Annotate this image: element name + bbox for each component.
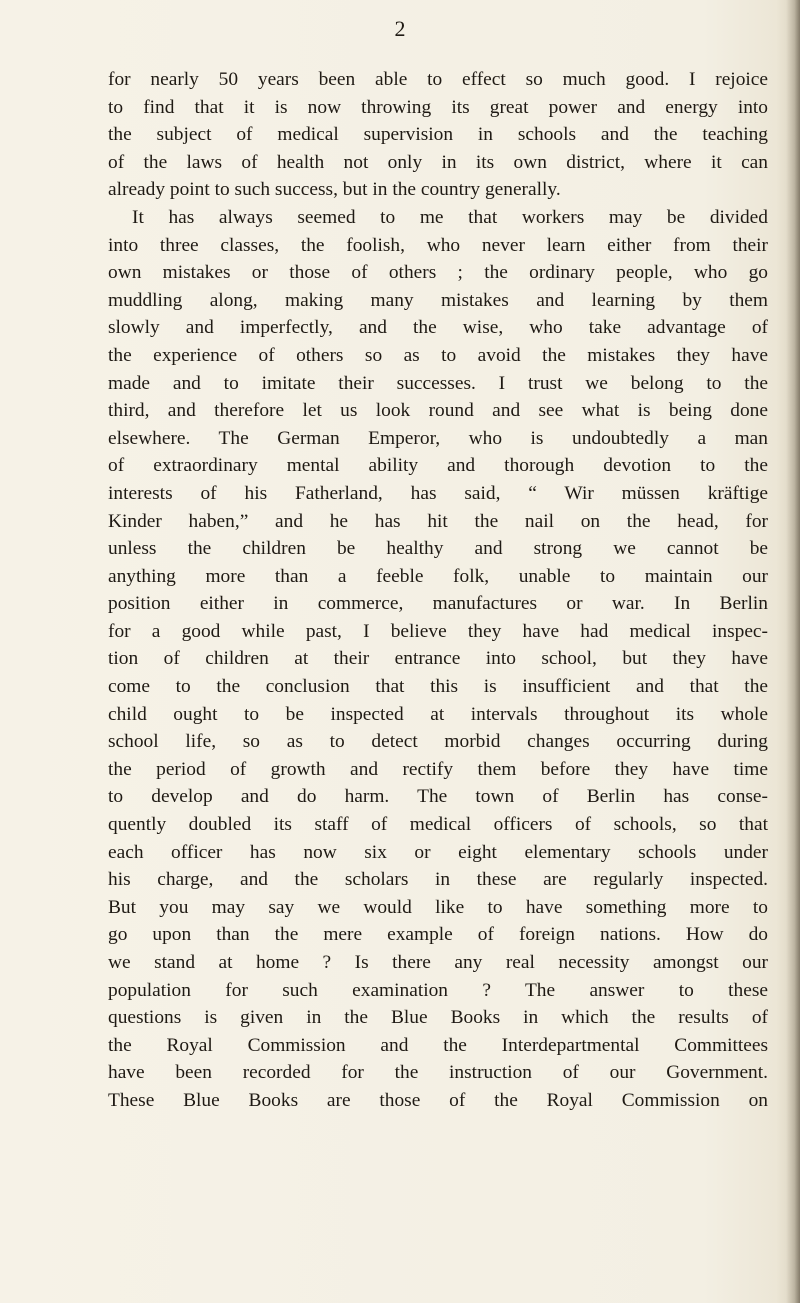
text-line: elsewhere. The German Emperor, who is undoubtedly a man xyxy=(108,427,768,449)
text-line: questions is given in the Blue Books in which the results of xyxy=(108,1007,768,1029)
text-line: Kinder haben,” and he has hit the nail on the head, for xyxy=(108,510,768,532)
text-line: the period of growth and rectify them before they have time xyxy=(108,758,768,780)
page-number: 2 xyxy=(394,16,406,41)
text-line: But you may say we would like to have something more to xyxy=(108,896,768,918)
text-line: interests of his Fatherland, has said, “ Wir müssen kräftige xyxy=(108,482,768,504)
text-line: to develop and do harm. The town of Berlin has conse- xyxy=(108,786,768,808)
text-line: the experience of others so as to avoid the mistakes they have xyxy=(108,344,768,366)
text-line: each officer has now six or eight elementary schools under xyxy=(108,841,768,863)
text-line: already point to such success, but in the country generally. xyxy=(108,179,561,201)
text-line: into three classes, the foolish, who never learn either from their xyxy=(108,234,768,256)
text-line: muddling along, making many mistakes and learning by them xyxy=(108,289,768,311)
text-line: population for such examination ? The answer to these xyxy=(108,979,768,1001)
text-line: for a good while past, I believe they have had medical inspec- xyxy=(108,620,768,642)
text-line: These Blue Books are those of the Royal Commission on xyxy=(108,1089,768,1111)
text-line: position either in commerce, manufactures or war. In Berlin xyxy=(108,593,768,615)
text-line: It has always seemed to me that workers may be divided xyxy=(132,206,768,228)
text-line: the subject of medical supervision in schools and the teaching xyxy=(108,124,768,146)
text-line: his charge, and the scholars in these are regularly inspected. xyxy=(108,869,768,891)
text-line: for nearly 50 years been able to effect so much good. I rejoice xyxy=(108,69,768,90)
text-line: slowly and imperfectly, and the wise, who take advantage of xyxy=(108,317,768,339)
body-text xyxy=(108,66,768,1115)
text-line: the Royal Commission and the Interdepartmental Committees xyxy=(108,1034,768,1056)
text-line: have been recorded for the instruction of our Government. xyxy=(108,1062,768,1084)
text-line: to find that it is now throwing its great power and energy into xyxy=(108,96,768,118)
text-line: school life, so as to detect morbid changes occurring during xyxy=(108,731,768,753)
text-line: unless the children be healthy and strong we cannot be xyxy=(108,538,768,560)
text-line: anything more than a feeble folk, unable to maintain our xyxy=(108,565,768,587)
text-line: tion of children at their entrance into school, but they have xyxy=(108,648,768,670)
text-line: child ought to be inspected at intervals throughout its whole xyxy=(108,703,768,725)
text-line: third, and therefore let us look round and see what is being done xyxy=(108,400,768,422)
text-line: made and to imitate their successes. I trust we belong to the xyxy=(108,372,768,394)
text-line: we stand at home ? Is there any real necessity amongst our xyxy=(108,952,768,973)
text-line: of extraordinary mental ability and thorough devotion to the xyxy=(108,455,768,477)
text-line: own mistakes or those of others ; the ordinary people, who go xyxy=(108,262,768,284)
text-line: quently doubled its staff of medical officers of schools, so that xyxy=(108,814,768,836)
page-edge-shadow xyxy=(786,0,800,1303)
text-line: go upon than the mere example of foreign nations. How do xyxy=(108,924,768,946)
text-line: of the laws of health not only in its own district, where it can xyxy=(108,151,768,173)
text-line: come to the conclusion that this is insufficient and that the xyxy=(108,676,768,698)
